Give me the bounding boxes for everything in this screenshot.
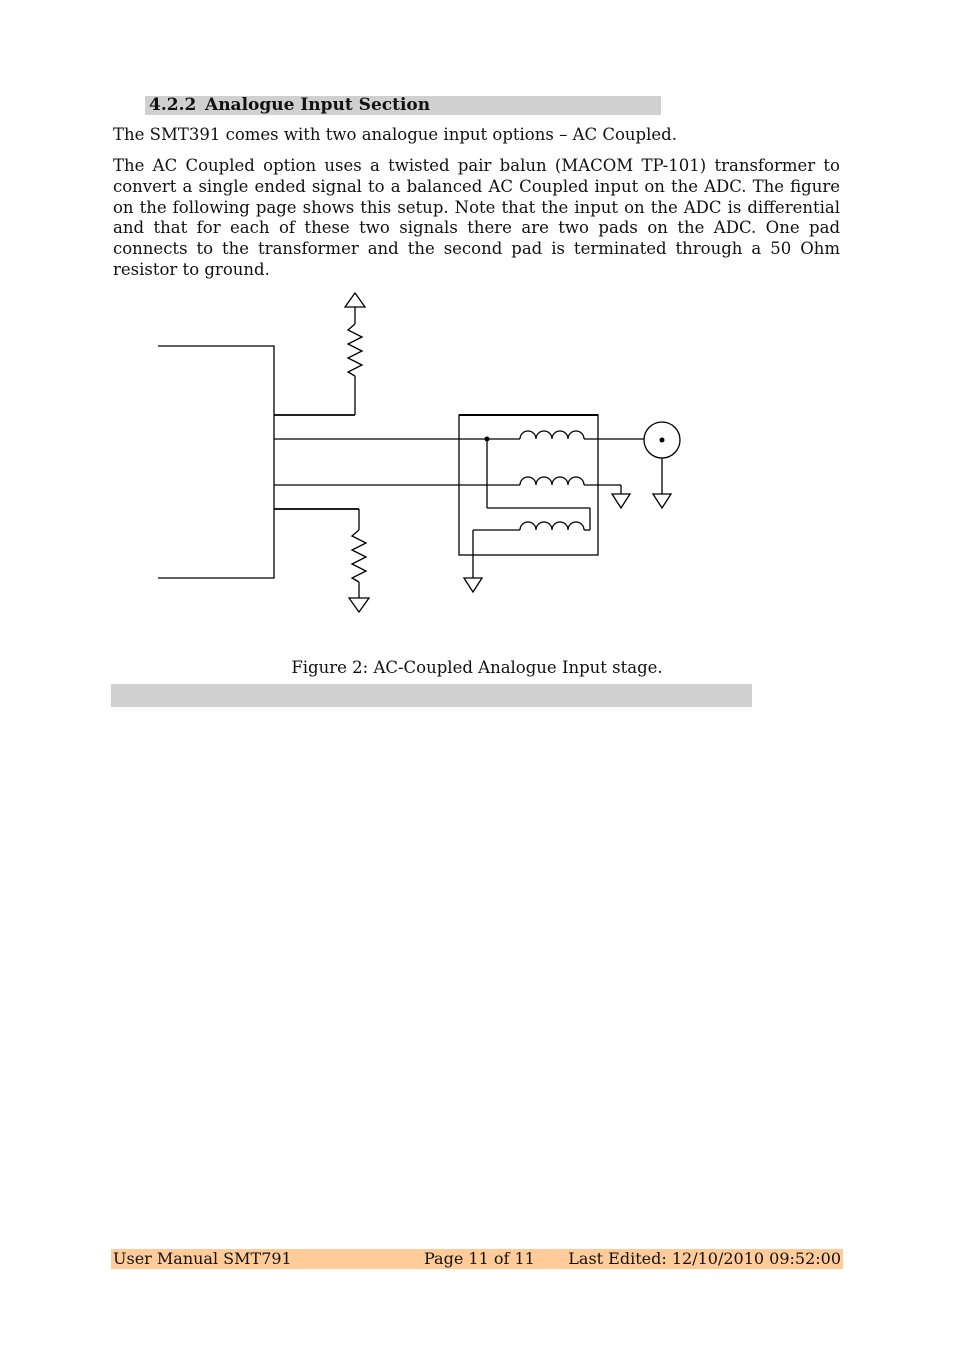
ac-coupled-input-schematic <box>0 280 954 650</box>
ground-symbol-transformer <box>464 578 482 592</box>
ground-symbol-resistor <box>349 598 369 612</box>
coil-primary <box>520 431 584 439</box>
description-paragraph: The AC Coupled option uses a twisted pair balun (MACOM TP-101) transformer to convert a single ended signal to a balanced AC Coupled input on the ADC. The figure on the following page shows this setup. Note that the input on the ADC is differential and that for each of these two signals there are two pads on the ADC. One pad connects to the transformer and the second pad is terminated through a 50 Ohm resistor to ground. <box>113 156 840 279</box>
page-footer <box>111 1249 843 1269</box>
section-number: 4.2.2 <box>149 95 197 115</box>
ground-symbol-connector <box>653 494 671 508</box>
section-heading <box>145 96 661 115</box>
figure-caption: Figure 2: AC-Coupled Analogue Input stage. <box>291 658 663 677</box>
supply-symbol-top <box>345 293 365 307</box>
footer-last-edited: Last Edited: 12/10/2010 09:52:00 <box>568 1249 841 1268</box>
intro-paragraph: The SMT391 comes with two analogue input options – AC Coupled. <box>113 125 677 144</box>
coil-tertiary <box>520 522 584 530</box>
coil-secondary <box>520 477 584 485</box>
resistor-top <box>348 324 362 376</box>
section-title: Analogue Input Section <box>205 95 431 115</box>
ground-symbol-secondary <box>612 494 630 508</box>
separator-bar <box>111 684 752 707</box>
footer-document-title: User Manual SMT791 <box>113 1249 292 1268</box>
adc-block-outline <box>158 346 274 578</box>
footer-page-number: Page 11 of 11 <box>424 1249 535 1268</box>
resistor-bottom <box>352 530 366 582</box>
